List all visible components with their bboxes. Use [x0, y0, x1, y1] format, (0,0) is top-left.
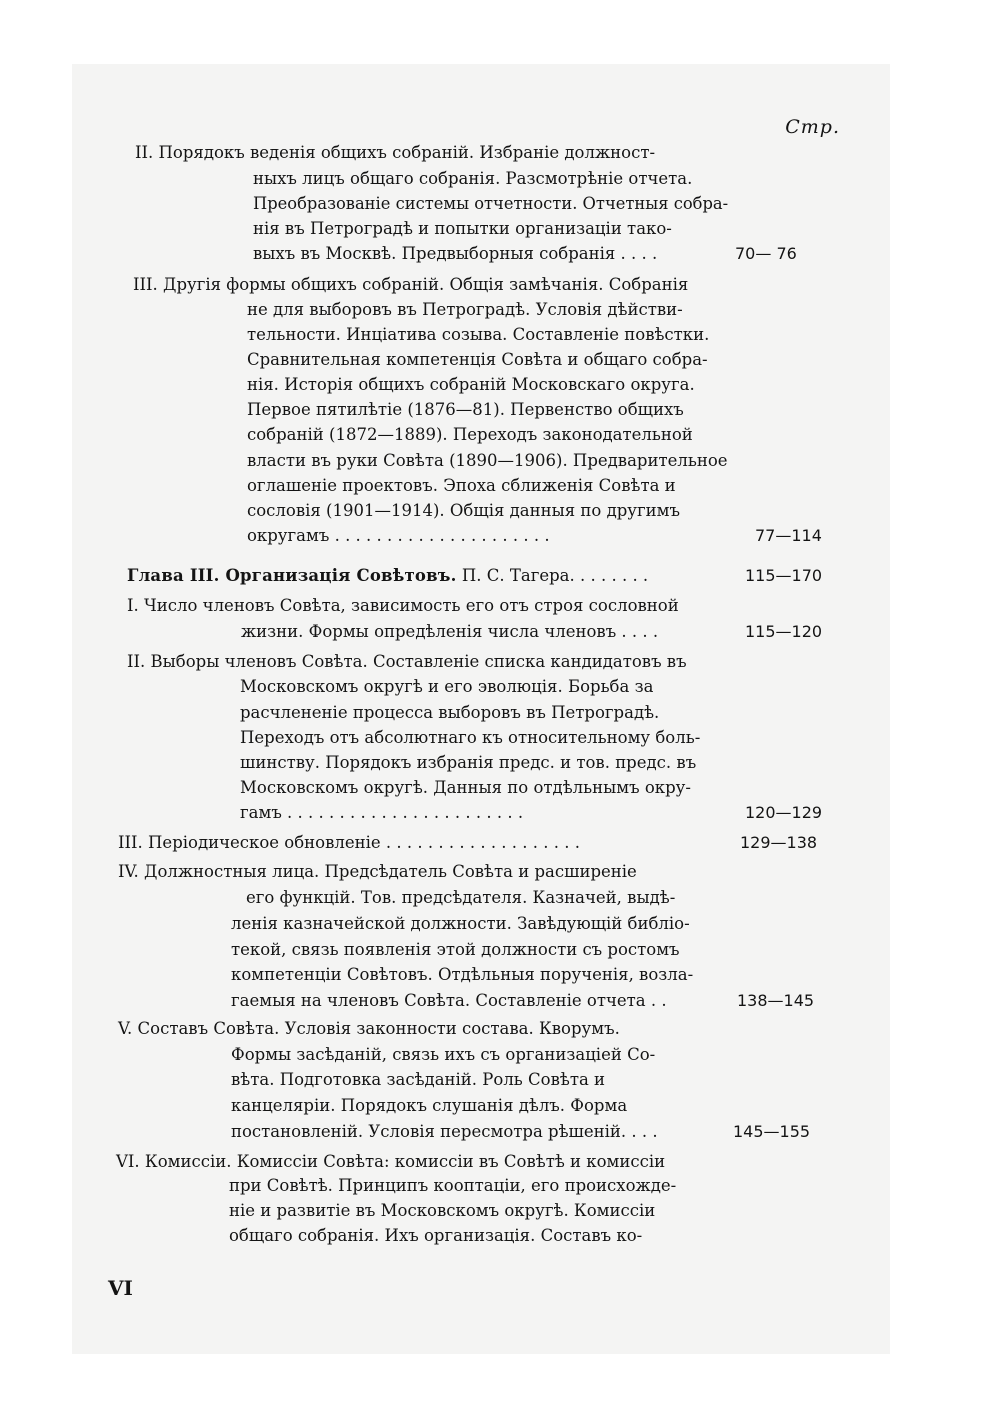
toc-line: власти въ руки Совѣта (1890—1906). Предварительное — [247, 451, 728, 470]
toc-line: ленія казначейской должности. Завѣдующій библіо- — [231, 914, 690, 933]
toc-line: текой, связь появленія этой должности съ ростомъ — [231, 940, 680, 959]
toc-line: сословія (1901—1914). Общія данныя по другимъ — [247, 501, 680, 520]
toc-line: гамъ . . . . . . . . . . . . . . . . . . . . . . . — [240, 803, 524, 822]
toc-line: расчлененіе процесса выборовъ въ Петроградѣ. — [240, 703, 660, 722]
toc-line: Сравнительная компетенція Совѣта и общаго собра- — [247, 350, 708, 369]
page-range: 145—155 — [733, 1122, 811, 1141]
toc-line: Московскомъ округѣ. Данныя по отдѣльнымъ окру- — [240, 778, 691, 797]
page-range: 120—129 — [745, 803, 823, 822]
toc-line: выхъ въ Москвѣ. Предвыборныя собранія . . . . — [253, 244, 658, 263]
page-range: 129—138 — [740, 833, 818, 852]
toc-line: не для выборовъ въ Петроградѣ. Условія дѣйстви- — [247, 300, 683, 319]
toc-line: оглашеніе проектовъ. Эпоха сближенія Совѣта и — [247, 476, 676, 495]
toc-line: собраній (1872—1889). Переходъ законодательной — [247, 425, 693, 444]
toc-line: Переходъ отъ абсолютнаго къ относительному боль- — [240, 728, 701, 747]
page-column-header: Стр. — [785, 116, 840, 138]
toc-line: III. Періодическое обновленіе . . . . . . . . . . . . . . . . . . . — [118, 833, 580, 852]
toc-line: постановленій. Условія пересмотра рѣшеній. . . . — [231, 1122, 658, 1141]
toc-line: ныхъ лицъ общаго собранія. Разсмотрѣніе отчета. — [253, 169, 693, 188]
toc-line: Преобразованіе системы отчетности. Отчетныя собра- — [253, 194, 729, 213]
toc-line: канцеляріи. Порядокъ слушанія дѣлъ. Форма — [231, 1096, 628, 1115]
toc-line: Формы засѣданій, связь ихъ съ организаціей Со- — [231, 1045, 656, 1064]
toc-line: компетенціи Совѣтовъ. Отдѣльныя порученія, возла- — [231, 965, 694, 984]
page-range: 77—114 — [755, 526, 822, 545]
page-range: 115—120 — [745, 622, 823, 641]
toc-line: II. Выборы членовъ Совѣта. Составленіе списка кандидатовъ въ — [127, 652, 687, 671]
toc-line: ніе и развитіе въ Московскомъ округѣ. Комиссіи — [229, 1201, 656, 1220]
toc-line: шинству. Порядокъ избранія предс. и тов. предс. въ — [240, 753, 697, 772]
toc-line: I. Число членовъ Совѣта, зависимость его отъ строя сословной — [127, 596, 679, 615]
toc-line: общаго собранія. Ихъ организація. Составъ ко- — [229, 1226, 643, 1245]
toc-line: III. Другія формы общихъ собраній. Общія замѣчанія. Собранія — [133, 275, 689, 294]
page-number: VI — [108, 1276, 133, 1300]
toc-line: вѣта. Подготовка засѣданій. Роль Совѣта и — [231, 1070, 606, 1089]
toc-line: его функцій. Тов. предсѣдателя. Казначей, выдѣ- — [246, 888, 676, 907]
toc-line: нія. Исторія общихъ собраній Московскаго округа. — [247, 375, 695, 394]
toc-line: IV. Должностныя лица. Предсѣдатель Совѣта и расширеніе — [118, 862, 637, 881]
toc-line: гаемыя на членовъ Совѣта. Составленіе отчета . . — [231, 991, 667, 1010]
toc-line: тельности. Инціатива созыва. Составленіе повѣстки. — [247, 325, 710, 344]
chapter-title: Глава III. Организація Совѣтовъ. — [127, 566, 457, 585]
chapter-author: П. С. Тагера. . . . . . . . — [461, 566, 649, 585]
page-range: 115—170 — [745, 566, 823, 585]
toc-line: при Совѣтѣ. Принципъ кооптаціи, его происхожде- — [229, 1176, 677, 1195]
toc-line: II. Порядокъ веденія общихъ собраній. Избраніе должност- — [135, 143, 656, 162]
toc-line: Московскомъ округѣ и его эволюція. Борьба за — [240, 677, 654, 696]
toc-line: Первое пятилѣтіе (1876—81). Первенство общихъ — [247, 400, 684, 419]
page-range: 138—145 — [737, 991, 815, 1010]
page-range: 70— 76 — [735, 244, 797, 263]
toc-line: нія въ Петроградѣ и попытки организаціи тако- — [253, 219, 672, 238]
toc-line: V. Составъ Совѣта. Условія законности состава. Кворумъ. — [118, 1019, 620, 1038]
toc-line: жизни. Формы опредѣленія числа членовъ . . . . — [241, 622, 659, 641]
toc-line: VI. Комиссіи. Комиссіи Совѣта: комиссіи въ Совѣтѣ и комиссіи — [116, 1152, 666, 1171]
toc-line: округамъ . . . . . . . . . . . . . . . . . . . . . — [247, 526, 550, 545]
